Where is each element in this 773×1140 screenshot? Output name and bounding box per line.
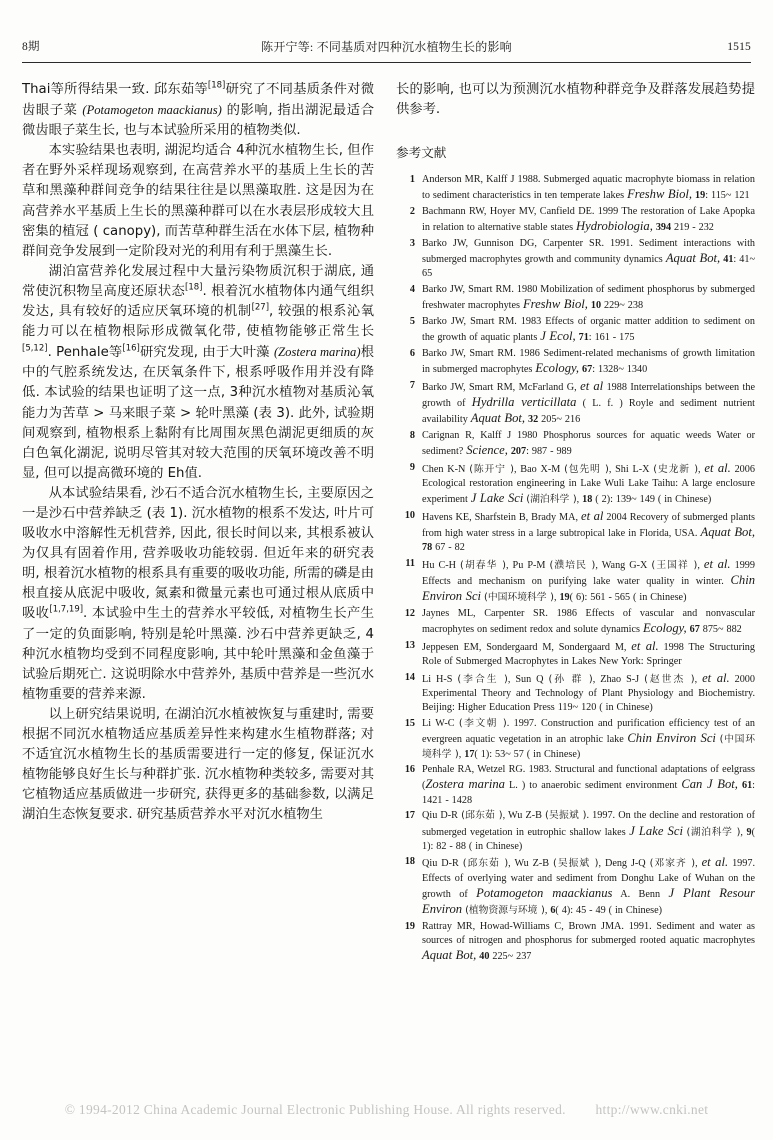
reference-number: 14 xyxy=(404,671,415,683)
references-heading: 参考文献 xyxy=(396,145,447,161)
text-run: 225~ 237 xyxy=(489,951,532,963)
reference-text xyxy=(422,379,755,428)
text-run: 1998 The Structuring Role of Submerged Macrophytes in Lakes New York: Springer xyxy=(422,642,755,668)
italic-run: (Zostera marina) xyxy=(273,345,361,360)
text-run: , xyxy=(694,673,703,685)
text-run: . 1997. Construction and purification efficiency test of an evergreen aquatic vegetation in an atrophic lake xyxy=(422,718,755,746)
volume-number: 19 xyxy=(695,190,706,202)
text-run: , Deng J-Q xyxy=(598,858,650,870)
reference-number: 18 xyxy=(404,856,415,868)
text-run: Qiu D-R xyxy=(422,810,462,822)
chinese-run: (中国环境科学 ) xyxy=(484,592,554,604)
chinese-run: (赵世杰 ) xyxy=(644,673,695,685)
text-run: Hu C-H xyxy=(422,560,461,572)
citation-superscript: [27] xyxy=(251,302,270,313)
text-run: 205~ 216 xyxy=(538,414,581,426)
reference-text xyxy=(422,639,755,669)
text-run: 875~ 882 xyxy=(699,624,742,636)
reference-text xyxy=(422,461,755,508)
italic-run: Potamogeton maackianus xyxy=(476,885,613,900)
volume-number: 67 xyxy=(689,624,700,636)
text-run: Barko JW, Smart RM. 1983 Effects of organic matter addition to sediment on the growth of aquatic plants xyxy=(422,316,755,344)
reference-entry xyxy=(396,429,755,459)
reference-entry xyxy=(396,315,755,345)
two-column-body xyxy=(22,80,755,1094)
italic-run: Freshw Biol, xyxy=(627,187,693,202)
italic-run: Aquat Bot, xyxy=(700,525,755,540)
text-run: , Wu Z-B xyxy=(502,810,546,822)
text-run: : 1328~ 1340 xyxy=(592,364,648,376)
reference-list xyxy=(396,173,755,964)
chinese-run: (孙 群 ) xyxy=(548,673,593,685)
text-run: 根中的气腔系统发达, 在厌氧条件下, 根系呼吸作用并没有降低. 本试验的结果也证明了这一点, 3种沉水植物对基质沁氧能力为苦草 > 马来眼子菜 > 轮叶黑藻 (表 3). 此外, 试验期间观察到, 植物根系上黏附有比周围灰黑色湖泥更细质的灰白色氧化湖泥, 说明尽管其对较大范围的厌氧环境改善不明显, 但可以提高微环境的 Eh值. xyxy=(22,345,374,481)
chinese-run: (中国环境科学 ) xyxy=(422,734,755,760)
text-run: . Penhale等 xyxy=(47,345,123,361)
text-run: ( 4): 45 - 49 ( in Chinese) xyxy=(555,905,663,917)
reference-entry xyxy=(396,639,755,669)
reference-entry xyxy=(396,237,755,282)
running-head xyxy=(22,38,751,58)
reference-text xyxy=(422,809,755,854)
reference-text xyxy=(422,920,755,965)
text-run: Anderson MR, Kalff J 1988. Submerged aquatic macrophyte biomass in relation to sediment characteristics in ten temperate lakes xyxy=(422,174,755,202)
italic-run: et al. xyxy=(631,639,659,654)
reference-number: 13 xyxy=(404,640,415,652)
reference-number: 5 xyxy=(409,316,415,328)
text-run: 229~ 238 xyxy=(601,300,644,312)
chinese-run: (邱东茹 ) xyxy=(462,858,509,870)
text-run: ( 1): 53~ 57 ( in Chinese) xyxy=(474,748,581,760)
text-run: Jaynes ML, Carpenter SR. 1986 Effects of vascular and nonvascular macrophytes on sediment redox and solute dynamics xyxy=(422,608,755,636)
right-column xyxy=(396,80,755,1094)
italic-run: Aquat Bot, xyxy=(422,948,477,963)
text-run: , Pu P-M xyxy=(505,560,550,572)
chinese-run: (湖泊科学 ) xyxy=(526,494,577,506)
chinese-run: (邱东茹 ) xyxy=(461,810,503,822)
reference-entry xyxy=(396,347,755,377)
text-run: 以上研究结果说明, 在湖泊沉水植被恢复与重建时, 需要根据不同沉水植物适应基质差异性来构建水生植物群落; 对不适宜沉水植物生长的基质需要进行一定的修复, 保证沉水植物能够良好生长与种群扩张. 沉水植物种类较多, 需要对其它植物适应基质做进一步研究, 获得更多的基础参数, 以满足湖泊生态恢复要求. 研究基质营养水平对沉水植物生 xyxy=(22,706,374,823)
text-run: Thai等所得结果一致. 邱东茹等 xyxy=(22,82,208,97)
italic-run: J Lake Sci xyxy=(470,491,524,506)
reference-entry xyxy=(396,763,755,808)
italic-run: Aquat Bot, xyxy=(470,411,526,426)
reference-entry xyxy=(396,855,755,918)
text-run: 219 - 232 xyxy=(671,222,714,234)
text-run: 研究了不同基质条件对微齿眼子菜 xyxy=(22,82,374,119)
chinese-run: (胡春华 ) xyxy=(460,560,506,572)
italic-run: Can J Bot, xyxy=(681,777,738,792)
italic-run: Science, xyxy=(466,443,508,458)
reference-number: 8 xyxy=(409,429,415,441)
left-column-paragraphs xyxy=(22,80,374,825)
reference-number: 17 xyxy=(404,810,415,822)
chinese-run: (王国祥 ) xyxy=(651,560,698,572)
volume-number: 67 xyxy=(582,364,593,376)
text-run: 2004 Recovery of submerged plants from high water stress in a large subtropical lake in Florida, USA. xyxy=(422,511,756,540)
citation-superscript: [18] xyxy=(207,80,226,91)
reference-entry xyxy=(396,283,755,313)
reference-text xyxy=(422,855,755,918)
reference-number: 1 xyxy=(409,174,415,186)
chinese-run: (史龙新 ) xyxy=(653,463,699,475)
header-rule xyxy=(22,62,751,63)
text-run: Barko JW, Smart RM. 1980 Mobilization of sediment phosphorus by submerged freshwater macrophytes xyxy=(422,284,755,312)
italic-run: et al xyxy=(580,508,604,523)
italic-run: J Ecol, xyxy=(540,329,576,344)
continued-paragraph: 长的影响, 也可以为预测沉水植物种群竞争及群落发展趋势提供参考. xyxy=(396,82,755,118)
text-run: 1988 Interrelationships between the growth of xyxy=(422,381,756,410)
text-run: L. ) to anaerobic sediment environment xyxy=(504,780,682,792)
chinese-run: (吴振斌 ) xyxy=(553,858,599,870)
volume-number: 17 xyxy=(464,748,475,760)
text-run: , xyxy=(576,494,583,506)
volume-number: 71 xyxy=(578,332,589,344)
volume-number: 32 xyxy=(528,414,539,426)
italic-run: J Lake Sci xyxy=(629,823,683,838)
text-run: : 41~ 65 xyxy=(422,254,755,280)
reference-number: 12 xyxy=(404,608,415,620)
reference-text xyxy=(422,763,755,808)
italic-run: Hydrobiologia, xyxy=(576,219,653,234)
italic-run: Ecology, xyxy=(642,621,687,636)
reference-text xyxy=(422,717,755,762)
volume-number: 61 xyxy=(741,780,753,792)
reference-text xyxy=(422,237,755,282)
text-run: , xyxy=(458,748,465,760)
text-run: , Sun Q xyxy=(507,673,549,685)
reference-text xyxy=(422,205,755,235)
text-run: 研究发现, 由于大叶藻 xyxy=(139,345,274,361)
reference-entry xyxy=(396,671,755,716)
chinese-run: (濮培民 ) xyxy=(549,560,596,572)
volume-number: 394 xyxy=(655,222,672,234)
italic-run: et al. xyxy=(703,557,731,572)
reference-entry xyxy=(396,717,755,762)
text-run: . 根着沉水植物体内通气组织发达, 具有较好的适应厌氧环境的机制 xyxy=(22,283,374,320)
text-run: 湖泊富营养化发展过程中大量污染物质沉积于湖底, 通常使沉积物呈高度还原状态 xyxy=(22,263,374,299)
reference-text xyxy=(422,607,755,637)
text-run: , xyxy=(695,858,702,870)
text-run: : 1421 - 1428 xyxy=(422,780,755,806)
chinese-run: (邓家齐 ) xyxy=(649,858,696,870)
italic-run: Ecology, xyxy=(535,361,580,376)
reference-text xyxy=(422,173,755,203)
text-run: 从本试验结果看, 沙石不适合沉水植物生长, 主要原因之一是沙石中营养缺乏 (表 1). 沉水植物的根系不发达, 叶片可吸收水中溶解性无机营养, 因此, 很长时间以来, 其根系被认为仅具有固着作用, 营养吸收功能较弱. 但近年来的研究表明, 根着沉水植物的根系具有重要的吸收功能, 所需的磷是由根直接从底泥中吸收, 氮素和微量元素也可通过根从底质中吸收 xyxy=(22,485,374,622)
text-run: , 较强的根系沁氧能力可以在植物根际形成微氧化带, 使植物能够正常生长 xyxy=(22,304,374,340)
italic-run: Aquat Bot, xyxy=(665,251,721,266)
text-run: , xyxy=(697,560,704,572)
text-run: , xyxy=(544,905,551,917)
body-paragraph xyxy=(22,262,374,484)
volume-number: 40 xyxy=(479,951,490,963)
copyright-text: © 1994-2012 China Academic Journal Electronic Publishing House. All rights reserved. xyxy=(64,1102,566,1117)
italic-run: et al. xyxy=(701,855,729,870)
text-run: 1997. Effects of overlying water and sediment from Donghu Lake of Wuhan on the growth of xyxy=(422,858,755,900)
reference-entry xyxy=(396,509,755,556)
italic-run: Hydrilla verticillata xyxy=(471,395,577,410)
reference-entry xyxy=(396,809,755,854)
text-run: A. Benn xyxy=(612,888,669,900)
text-run: Barko JW, Smart RM, McFarland G, xyxy=(422,381,581,393)
text-run: Barko JW, Gunnison DG, Carpenter SR. 1991. Sediment interactions with submerged macrophytes growth and community dynamics xyxy=(422,238,755,266)
reference-number: 15 xyxy=(404,718,415,730)
chinese-run: (吴振斌 ) xyxy=(545,810,587,822)
text-run: : 161 - 175 xyxy=(588,332,635,344)
reference-number: 9 xyxy=(409,461,415,473)
italic-run: et al. xyxy=(702,670,730,685)
reference-number: 10 xyxy=(404,509,415,521)
reference-entry xyxy=(396,379,755,428)
italic-run: Zostera marina xyxy=(425,777,505,792)
body-paragraph xyxy=(22,141,374,262)
chinese-run: (李文朝 ) xyxy=(458,718,507,730)
italic-run: J Plant Resour Environ xyxy=(422,885,755,917)
left-column xyxy=(22,80,374,1094)
reference-number: 6 xyxy=(409,347,415,359)
chinese-run: (陈开宁 ) xyxy=(469,463,514,475)
reference-entry xyxy=(396,205,755,235)
text-run: : 987 - 989 xyxy=(526,446,572,458)
italic-run: (Potamogeton maackianus) xyxy=(82,103,222,118)
citation-superscript: [1,7,19] xyxy=(49,605,84,616)
copyright-watermark xyxy=(0,1102,773,1118)
body-paragraph xyxy=(22,705,374,826)
text-run: . 本试验中生土的营养水平较低, 对植物生长产生了一定的负面影响, 特别是轮叶黑藻. 沙石中营养更缺乏, 4种沉水植物均受到不同程度影响, 其中轮叶黑藻和金鱼藻于试验后期死亡. 这说明除水中营养外, 基质中营养是一些沉水植物重要的营养来源. xyxy=(22,606,375,702)
volume-number: 19 xyxy=(559,592,570,604)
volume-number: 6 xyxy=(550,905,556,917)
text-run: 2006 Ecological restoration engineering in Lake Wuli Lake Taihu: A large enclosure experiment xyxy=(422,463,755,506)
volume-number: 78 xyxy=(422,542,433,554)
text-run: Li W-C xyxy=(422,718,459,730)
reference-text xyxy=(422,557,755,606)
text-run: ( L. f. ) Royle and sediment nutrient availability xyxy=(422,398,755,426)
volume-number: 9 xyxy=(746,826,752,838)
text-run: ( 6): 561 - 565 ( in Chinese) xyxy=(569,592,687,604)
text-run: Penhale RA, Wetzel RG. 1983. Structural and functional adaptations of eelgrass ( xyxy=(422,764,755,792)
body-paragraph xyxy=(22,484,374,705)
italic-run: et al xyxy=(580,378,604,393)
text-run: Rattray MR, Howad-Williams C, Brown JMA. 1991. Sediment and water as sources of nitrogen and phosphorus for submerged rooted aquatic macrophytes xyxy=(422,920,755,946)
reference-number: 4 xyxy=(409,284,415,296)
chinese-run: (湖泊科学 ) xyxy=(686,826,741,838)
text-run: Havens KE, Sharfstein B, Brady MA, xyxy=(422,511,581,523)
reference-text xyxy=(422,283,755,313)
reference-entry xyxy=(396,607,755,637)
reference-number: 19 xyxy=(404,920,415,932)
text-run: , Bao X-M xyxy=(513,463,565,475)
volume-number: 41 xyxy=(723,254,734,266)
text-run: 1999 Effects and mechanism on purifying lake water quality in winter. xyxy=(422,560,755,588)
text-run: Bachmann RW, Hoyer MV, Canfield DE. 1999 The restoration of Lake Apopka in relation to alternative stable states xyxy=(422,206,755,234)
text-run: , xyxy=(698,463,705,475)
citation-superscript: [18] xyxy=(185,282,203,293)
issue-label: 8期 xyxy=(22,41,40,53)
text-run: ( 1): 82 - 88 ( in Chinese) xyxy=(422,826,755,852)
text-run: , Wu Z-B xyxy=(508,858,554,870)
text-run: : 115~ 121 xyxy=(705,190,750,202)
text-run: , xyxy=(740,826,747,838)
reference-entry xyxy=(396,920,755,965)
volume-number: 18 xyxy=(582,494,593,506)
reference-text xyxy=(422,315,755,345)
text-run: . 1997. On the decline and restoration of submerged vegetation in eutrophic shallow lakes xyxy=(422,810,755,838)
chinese-run: (植物资源与环境 ) xyxy=(465,905,545,917)
italic-run: Chin Environ Sci xyxy=(422,573,755,604)
reference-number: 11 xyxy=(405,558,415,570)
text-run: , Zhao S-J xyxy=(592,673,645,685)
text-run: Barko JW, Smart RM. 1986 Sediment-related mechanisms of growth limitation in submerged macrophytes xyxy=(422,347,755,376)
page-number: 1515 xyxy=(727,41,751,53)
text-run: Qiu D-R xyxy=(422,858,463,870)
text-run: Carignan R, Kalff J 1980 Phosphorus sources for aquatic weeds Water or sediment? xyxy=(422,429,755,458)
body-paragraph xyxy=(22,80,374,141)
volume-number: 10 xyxy=(590,300,602,312)
chinese-run: (包先明 ) xyxy=(564,463,609,475)
chinese-run: (李合生 ) xyxy=(457,673,508,685)
text-run: Li H-S xyxy=(422,673,458,685)
reference-entry xyxy=(396,557,755,606)
reference-number: 16 xyxy=(404,764,415,776)
reference-text xyxy=(422,429,755,459)
citation-superscript: [16] xyxy=(122,343,140,354)
text-run: 本实验结果也表明, 湖泥均适合 4种沉水植物生长, 但作者在野外采样现场观察到, 在高营养水平的基质上生长的苦草和黑藻种群间竞争的结果往往是以黑藻取胜. 这是因为在高营养水平基质上生长的黑藻种群可以在水表层形成较大且密集的植冠 ( canopy), 而苦草种群生活在水体下层, 植物种群间竞争发展到一定阶段对光的利用有利于黑藻生长. xyxy=(22,143,374,259)
text-run: 2000 Experimental Theory and Technology of Plant Physiology and Biochemistry. Beijing: Higher Education Press 119~ 120 ( in Chinese) xyxy=(422,673,755,714)
volume-number: 207 xyxy=(510,446,527,458)
text-run: , Wang G-X xyxy=(595,560,652,572)
cnki-url: http://www.cnki.net xyxy=(595,1102,709,1117)
italic-run: Chin Environ Sci xyxy=(627,731,716,746)
text-run: , Shi L-X xyxy=(608,463,654,475)
text-run: 的影响, 指出湖泥最适合微齿眼子菜生长, 也与本试验所采用的植物类似. xyxy=(22,103,374,139)
text-run: ( 2): 139~ 149 ( in Chinese) xyxy=(592,494,712,506)
reference-text xyxy=(422,671,755,716)
reference-number: 7 xyxy=(409,379,415,391)
reference-text xyxy=(422,347,755,377)
text-run: Jeppesen EM, Sondergaard M, Sondergaard M, xyxy=(422,642,632,654)
reference-text xyxy=(422,509,755,556)
reference-entry xyxy=(396,173,755,203)
text-run: 67 - 82 xyxy=(432,542,465,554)
citation-superscript: [5,12] xyxy=(22,343,48,354)
reference-number: 2 xyxy=(409,206,415,218)
running-title: 陈开宁等: 不同基质对四种沉水植物生长的影响 xyxy=(261,40,512,54)
text-run: Chen K-N xyxy=(422,463,470,475)
reference-entry xyxy=(396,461,755,508)
text-run: , xyxy=(553,592,560,604)
italic-run: Freshw Biol, xyxy=(522,297,588,312)
reference-number: 3 xyxy=(409,238,415,249)
italic-run: et al. xyxy=(704,460,731,475)
